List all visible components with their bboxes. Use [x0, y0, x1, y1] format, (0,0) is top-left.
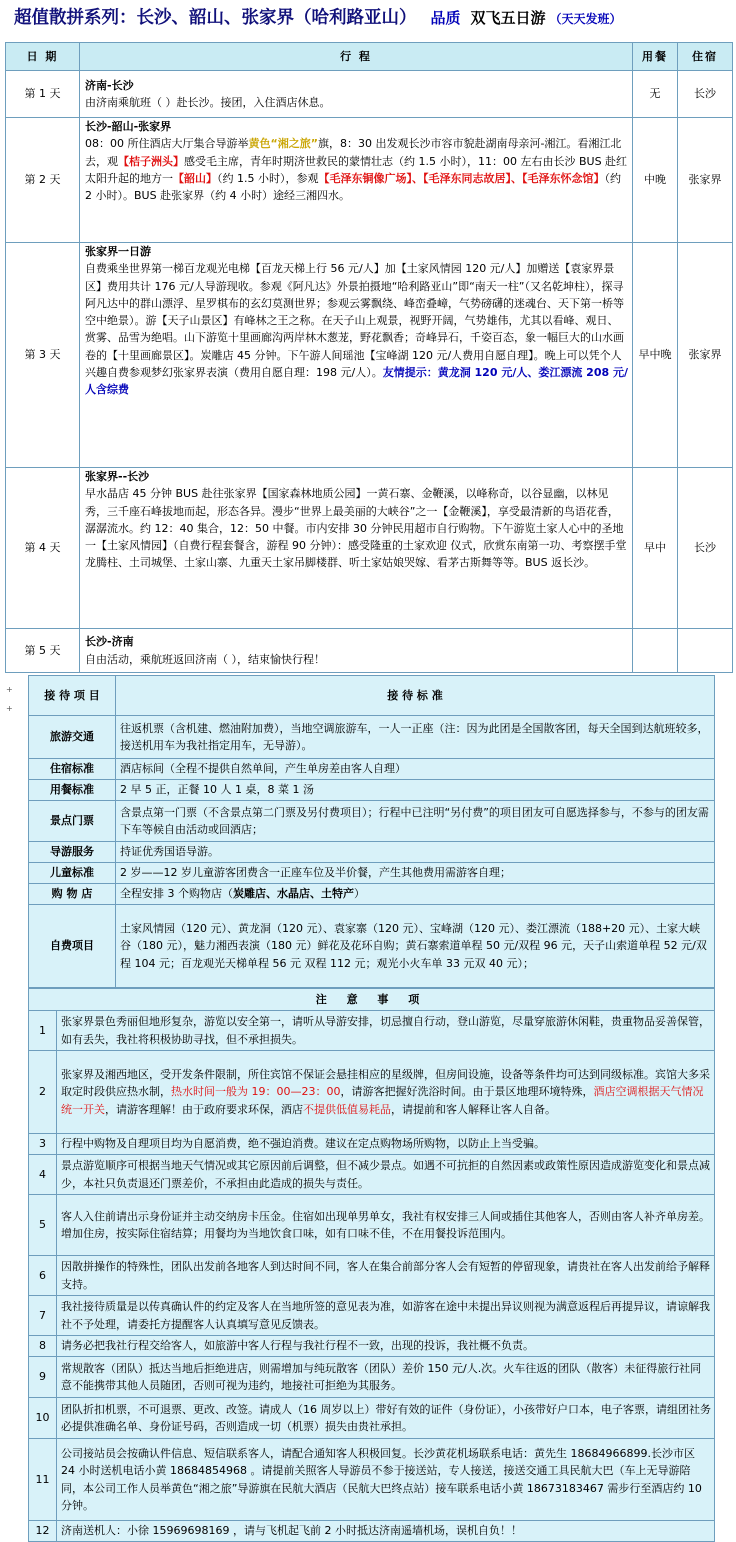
sight-highlight: 【桔子洲头】	[118, 154, 184, 168]
note-row	[29, 1296, 715, 1336]
service-value: 酒店标间（全程不提供自然单间，产生单房差由客人自理）	[116, 759, 715, 780]
service-value: 2 岁——12 岁儿童游客团费含一正座车位及半价餐，产生其他费用需游客自理；	[116, 863, 715, 884]
service-row	[29, 905, 715, 988]
itinerary-row-day4	[6, 468, 733, 629]
day-label: 第 1 天	[6, 71, 80, 118]
title-daily: （天天发班）	[549, 12, 622, 26]
service-row	[29, 842, 715, 863]
service-value-part: 全程安排 3 个购物店（	[120, 887, 233, 901]
day-label: 第 5 天	[6, 629, 80, 673]
day-title: 张家界一日游	[85, 245, 151, 258]
title-main: 超值散拼系列：长沙、韶山、张家界（哈利路亚山）	[14, 8, 417, 28]
note-number: 7	[29, 1296, 57, 1336]
sight-highlight: 【毛泽东铜像广场】	[318, 171, 412, 185]
service-value: 2 早 5 正，正餐 10 人 1 桌，8 菜 1 汤	[116, 780, 715, 801]
note-text: 景点游览顺序可根据当地天气情况或其它原因前后调整，但不减少景点。如遇不可抗拒的自然因素或政策性原因造成游览变化和景点减少，本社只负责退还门票差价，不承担由此造成的损失与责任。	[57, 1155, 715, 1195]
note-number: 4	[29, 1155, 57, 1195]
note-text: 行程中购物及自理项目均为自愿消费，绝不强迫消费。建议在定点购物场所购物，以防止上当受骗。	[57, 1134, 715, 1155]
itinerary-row-day1	[6, 71, 733, 118]
note-row	[29, 1155, 715, 1195]
service-label: 用餐标准	[29, 780, 116, 801]
day-text-part: 旗，8：30 出发观长沙市容市貌赴湖南母亲河-湘江。看湘江北去，观	[85, 137, 622, 168]
note-text: 我社接待质量是以传真确认件的约定及客人在当地所签的意见表为准，如游客在途中未提出异议则视为满意返程后再提异议，请谅解我社不予处理，请委托方提醒客人认真填写意见反馈表。	[57, 1296, 715, 1336]
header-schedule: 行 程	[80, 43, 633, 71]
notes-header-row	[29, 989, 715, 1011]
note-text: 因散拼操作的特殊性，团队出发前各地客人到达时间不同，客人在集合前部分客人会有短暂的停留现象，请贵社在客人出发前给予解释支持。	[57, 1256, 715, 1296]
service-row	[29, 884, 715, 905]
hot-water-time-highlight: 热水时间一般为 19：00—23：00	[171, 1085, 341, 1099]
note-text	[57, 1051, 715, 1134]
day-meals	[633, 629, 678, 673]
day-text-part: （约 1.5 小时），参观	[217, 171, 319, 185]
service-label: 住宿标准	[29, 759, 116, 780]
title-product: 双飞五日游	[470, 9, 546, 27]
note-row	[29, 1521, 715, 1542]
note-text: 请务必把我社行程交给客人，如旅游中客人行程与我社行程不一致，出现的投诉，我社概不负责。	[57, 1336, 715, 1357]
day-text-part: 自费乘坐世界第一梯百龙观光电梯【百龙天梯上行 56 元/人】加【土家风情园 120 元/人】加赠送【袁家界景区】费用共计 176 元/人导游现收。参观《阿凡达》外景拍摄地“哈利路亚山”即“南天一柱”（又名乾坤柱），探寻阿凡达中的群山漂浮、星罗棋布的玄幻莫测世界；参观云雾飘绕、峰峦叠嶂，气势磅礴的迷魂台、天下第一桥等空中绝景）。游【天子山景区】有峰林之王之称。在天子山上观景，视野开阔，气势雄伟，尤其以看峰、观日、赏雾、品雪为绝唱。山下游览十里画廊沟两岸林木葱茏，野花飘香；奇峰异石，千姿百态，象一幅巨大的山水画卷的【十里画廊景区】。炭雕店 45 分钟。下午游人间瑶池【宝峰湖 120 元/人费用自愿自理】。晚上可以凭个人兴趣自费参观梦幻张家界表演（费用自愿自理：198 元/人）。	[85, 262, 624, 380]
service-value: 含景点第一门票（不含景点第二门票及另付费项目）；行程中已注明“另付费”的项目团友可自愿选择参与，不参与的团友需下车等候自由活动或回酒店；	[116, 801, 715, 842]
note-text: 客人入住前请出示身份证并主动交纳房卡压金。住宿如出现单男单女，我社有权安排三人间或插住其他客人，否则由客人补齐单房差。增加住房，按实际住宿结算；用餐均为当地饮食口味，如有口味不佳，不在用餐投诉范围内。	[57, 1195, 715, 1256]
day-label: 第 3 天	[6, 243, 80, 468]
aircon-highlight: 酒店空调根据天气情况统一开关	[61, 1085, 704, 1116]
service-row	[29, 801, 715, 842]
service-row	[29, 759, 715, 780]
note-row	[29, 1051, 715, 1134]
day-label: 第 4 天	[6, 468, 80, 629]
day-meals: 早中晚	[633, 243, 678, 468]
notes-table	[28, 988, 715, 1542]
note-number: 1	[29, 1011, 57, 1051]
itinerary-row-day5	[6, 629, 733, 673]
consumables-highlight: 不提供低值易耗品	[303, 1102, 391, 1116]
note-number: 8	[29, 1336, 57, 1357]
service-label: 旅游交通	[29, 716, 116, 759]
day-hotel	[678, 629, 733, 673]
service-value-part: ）	[354, 887, 365, 901]
day-text	[85, 135, 628, 204]
note-text-part: ，请游客理解！由于政府要求环保，酒店	[105, 1102, 303, 1116]
header-hotel: 住宿	[678, 43, 733, 71]
service-header-row	[29, 676, 715, 716]
note-row	[29, 1195, 715, 1256]
day-text-part: 感受毛主席，青年时期济世救民的蒙情壮志（约 1.5 小时），11：00 左右由长沙 BUS 赴红太阳升起的地方一	[85, 154, 628, 185]
note-text: 常规散客（团队）抵达当地后拒绝进店，则需增加与纯玩散客（团队）差价 150 元/人.次。火车往返的团队（散客）未征得旅行社同意不能携带其他人员随团，否则可视为违约，地接社可拒绝为其服务。	[57, 1357, 715, 1398]
day-title: 济南-长沙	[85, 78, 134, 92]
note-text-part: ，请游客把握好洗浴时间。由于景区地理环境特殊，	[340, 1085, 594, 1099]
service-label: 儿童标准	[29, 863, 116, 884]
note-text: 济南送机人：小徐 15969698169 ，请与飞机起飞前 2 小时抵达济南遥墙机场，误机自负！！	[57, 1521, 715, 1542]
itinerary-row-day2	[6, 118, 733, 243]
note-row	[29, 1336, 715, 1357]
day-hotel: 张家界	[678, 243, 733, 468]
day-meals: 无	[633, 71, 678, 118]
service-label: 导游服务	[29, 842, 116, 863]
day-text: 由济南乘航班（ ）赴长沙。接团，入住酒店休息。	[85, 96, 331, 109]
day-text-part: 08：00 所住酒店大厅集合导游举	[85, 137, 249, 151]
day-meals: 中晚	[633, 118, 678, 243]
service-value: 持证优秀国语导游。	[116, 842, 715, 863]
shopping-stores-highlight: 炭雕店、水晶店、土特产	[233, 887, 354, 901]
header-day: 日 期	[6, 43, 80, 71]
note-row	[29, 1439, 715, 1521]
note-row	[29, 1398, 715, 1439]
note-text: 团队折扣机票，不可退票、更改、改签。请成人（16 周岁以上）带好有效的证件（身份证），小孩带好户口本，电子客票，请组团社务必提供准确名单、身份证号码，否则造成一切（机票）损失由贵社承担。	[57, 1398, 715, 1439]
day-content	[80, 118, 633, 243]
note-number: 3	[29, 1134, 57, 1155]
notes-header: 注 意 事 项	[29, 989, 715, 1011]
sight-highlight: 、【毛泽东怀念馆】	[511, 171, 605, 185]
note-row	[29, 1011, 715, 1051]
service-value	[116, 884, 715, 905]
day-title: 长沙-韶山-张家界	[85, 120, 172, 133]
day-meals: 早中	[633, 468, 678, 629]
table-anchor-marks: + +	[6, 685, 13, 713]
note-number: 11	[29, 1439, 57, 1521]
page-title	[0, 0, 736, 42]
note-number: 10	[29, 1398, 57, 1439]
service-label: 景点门票	[29, 801, 116, 842]
service-standards-table	[28, 675, 715, 988]
guide-flag-highlight: 黄色“湘之旅”	[248, 137, 318, 151]
day-content	[80, 468, 633, 629]
day-content	[80, 243, 633, 468]
sight-highlight: 、【毛泽东同志故居】	[412, 171, 511, 185]
service-label: 购 物 店	[29, 884, 116, 905]
service-header-label: 接 待 项 目	[29, 676, 116, 716]
itinerary-header-row	[6, 43, 733, 71]
day-content	[80, 71, 633, 118]
note-text-part: ，请提前和客人解释让客人自备。	[391, 1102, 556, 1116]
note-number: 9	[29, 1357, 57, 1398]
service-row	[29, 716, 715, 759]
service-value: 往返机票（含机建、燃油附加费），当地空调旅游车，一人一正座（注：因为此团是全国散客团，每天全国到达航班较多，接送机用车为我社指定用车，无导游）。	[116, 716, 715, 759]
day-content	[80, 629, 633, 673]
note-text: 张家界景色秀丽但地形复杂，游览以安全第一，请听从导游安排，切忌擅自行动，登山游览，尽量穿旅游休闲鞋，贵重物品妥善保管，如有丢失，我社将积极协助寻找，但不承担损失。	[57, 1011, 715, 1051]
note-row	[29, 1357, 715, 1398]
service-label: 自费项目	[29, 905, 116, 988]
service-row	[29, 780, 715, 801]
service-row	[29, 863, 715, 884]
day-text-part: （约 2 小时）。BUS 赴张家界（约 4 小时）途经三湘四水。	[85, 171, 621, 203]
day-label: 第 2 天	[6, 118, 80, 243]
service-value: 土家风情园（120 元）、黄龙洞（120 元）、袁家寨（120 元）、宝峰湖（120 元）、娄江漂流（188+20 元）、土家大峡谷（180 元），魅力湘西表演（180 元）鲜花及花环自购；黄石寨索道单程 50 元/双程 96 元，天子山索道单程 52 元/双程 104 元；百龙观光天梯单程 56 元 双程 112 元；观光小火车单 33 元双 40 元）；	[116, 905, 715, 988]
header-meals: 用餐	[633, 43, 678, 71]
day-text: 自由活动，乘航班返回济南（ ），结束愉快行程！	[85, 652, 325, 666]
day-hotel: 长沙	[678, 71, 733, 118]
day-title: 张家界--长沙	[85, 470, 150, 483]
note-text: 公司接站员会按确认件信息、短信联系客人，请配合通知客人积极回复。长沙黄花机场联系电话：黄先生 18684966899.长沙市区 24 小时送机电话小黄 18684854968 。请提前关照客人导游员不参于接送站，专人接送，接送交通工具民航大巴（车上无导游陪同，本公司工作人员举黄色“湘之旅”导游旗在民航大酒店（民航大巴终点站）接车联系电话小黄 18673183467 需步行至酒店约 10 分钟。	[57, 1439, 715, 1521]
note-number: 6	[29, 1256, 57, 1296]
note-number: 5	[29, 1195, 57, 1256]
note-number: 2	[29, 1051, 57, 1134]
friendly-tip: 友情提示：黄龙洞 120 元/人、娄江漂流 208 元/人含综费	[85, 366, 628, 397]
day-hotel: 长沙	[678, 468, 733, 629]
sight-highlight: 【韶山】	[173, 171, 217, 185]
note-row	[29, 1256, 715, 1296]
day-hotel: 张家界	[678, 118, 733, 243]
note-row	[29, 1134, 715, 1155]
note-number: 12	[29, 1521, 57, 1542]
service-header-standard: 接 待 标 准	[116, 676, 715, 716]
itinerary-table	[5, 42, 733, 673]
title-quality: 品质	[430, 9, 461, 27]
itinerary-row-day3	[6, 243, 733, 468]
note-text-part: 张家界及湘西地区，受开发条件限制，所住宾馆不保证会悬挂相应的星级牌，但房间设施，设备等条件均可达到同级标准。宾馆大多采取定时段供应热水制，	[61, 1068, 710, 1099]
day-title: 长沙-济南	[85, 635, 134, 649]
day-text	[85, 260, 628, 398]
day-text: 早水晶店 45 分钟 BUS 赴往张家界【国家森林地质公园】一黄石寨、金鞭溪，以峰称奇，以谷显幽，以林见秀，三千座石峰拔地而起，形态各异。漫步“世界上最美丽的大峡谷”之一【金鞭溪】，享受最清新的鸟语花香，潺潺流水。约 12：40 集合，12：50 中餐。市内安排 30 分钟民用超市自行购物。下午游览土家人心中的圣地一【土家风情园】（自费行程套餐含，游程 90 分钟）：感受隆重的土家欢迎 仪式，欣赏东南第一功、考察摆手堂龙腾柱、土司城堡、土家山寨、九重天土家吊脚楼群、听土家姑娘哭嫁、看茅古斯舞等等。BUS 返长沙。	[85, 487, 627, 570]
